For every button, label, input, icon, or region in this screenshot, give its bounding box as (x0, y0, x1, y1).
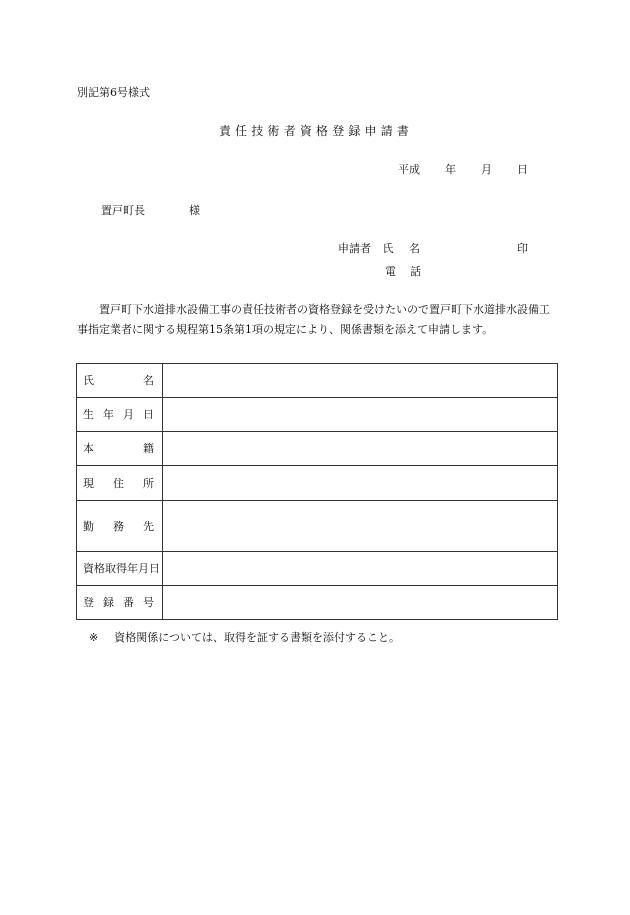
row-label (77, 552, 163, 586)
qualification-date-field[interactable] (163, 552, 558, 586)
reference-mark: ※ (89, 631, 99, 644)
table-row (77, 552, 558, 586)
table-row (77, 398, 558, 432)
title-char: 資 (299, 124, 312, 138)
addressee-name: 置戸町長 (101, 204, 145, 217)
title-char: 請 (380, 124, 393, 138)
table-row (77, 501, 558, 552)
table-row (77, 586, 558, 620)
label-char: 日 (143, 408, 154, 421)
applicant-line (338, 243, 528, 254)
row-label (77, 432, 163, 466)
workplace-field[interactable] (163, 501, 558, 552)
year-label: 年 (445, 163, 456, 176)
form-id: 別記第6号様式 (77, 86, 150, 99)
title-char: 者 (283, 124, 296, 138)
day-label: 日 (517, 163, 528, 176)
footnote-text: 資格関係については、取得を証する書類を添付すること。 (114, 631, 400, 644)
title-char: 登 (332, 124, 345, 138)
label-char: 登 (83, 596, 94, 609)
registration-number-field[interactable] (163, 586, 558, 620)
label-char: 録 (103, 596, 114, 609)
addressee-honorific: 様 (189, 204, 200, 217)
phone-char: 話 (410, 265, 421, 278)
table-row (77, 466, 558, 501)
name-label-char: 氏 (382, 242, 394, 255)
title-char: 任 (235, 124, 248, 138)
label-char: 年 (103, 408, 114, 421)
month-label: 月 (481, 163, 492, 176)
title-char: 技 (251, 124, 264, 138)
label-char: 現 (83, 476, 94, 490)
title-char: 術 (267, 124, 280, 138)
name-field[interactable] (163, 364, 558, 398)
label-char: 番 (123, 596, 134, 609)
label-char: 名 (143, 374, 154, 387)
table-row (77, 432, 558, 466)
row-label (77, 466, 163, 501)
label-char: 勤 (83, 519, 94, 533)
label-char: 号 (143, 596, 154, 609)
seal-label: 印 (517, 242, 528, 255)
title-char: 録 (348, 124, 361, 138)
title-char: 格 (316, 124, 329, 138)
row-label (77, 364, 163, 398)
label-char: 先 (143, 519, 154, 533)
label-char: 生 (83, 408, 94, 421)
name-label-char: 名 (409, 242, 420, 255)
label-char: 氏 (83, 374, 94, 387)
row-label (77, 501, 163, 552)
label-char: 住 (113, 476, 124, 490)
title-char: 書 (396, 124, 409, 138)
addressee-line (101, 205, 200, 216)
address-field[interactable] (163, 466, 558, 501)
label-char: 務 (113, 519, 124, 533)
phone-char: 電 (385, 265, 396, 278)
date-line (398, 164, 528, 175)
birthdate-field[interactable] (163, 398, 558, 432)
form-title (219, 125, 409, 137)
table-row (77, 364, 558, 398)
label-char: 月 (123, 408, 134, 421)
label-char: 籍 (143, 442, 154, 455)
title-char: 申 (364, 124, 377, 138)
footnote (89, 632, 400, 643)
label-text: 資格取得年月日 (83, 562, 160, 575)
era-label: 平成 (398, 163, 420, 176)
row-label (77, 398, 163, 432)
phone-label (385, 266, 421, 277)
domicile-field[interactable] (163, 432, 558, 466)
body-text: 置戸町下水道排水設備工事の責任技術者の資格登録を受けたいので置戸町下水道排水設備工事指定業者に関する規程第15条第1項の規定により、関係書類を添えて申請します。 (77, 303, 550, 336)
applicant-label: 申請者 (338, 242, 371, 255)
title-char: 責 (219, 124, 232, 138)
registration-table (76, 363, 558, 620)
label-char: 所 (143, 476, 154, 490)
row-label (77, 586, 163, 620)
label-char: 本 (83, 442, 94, 455)
